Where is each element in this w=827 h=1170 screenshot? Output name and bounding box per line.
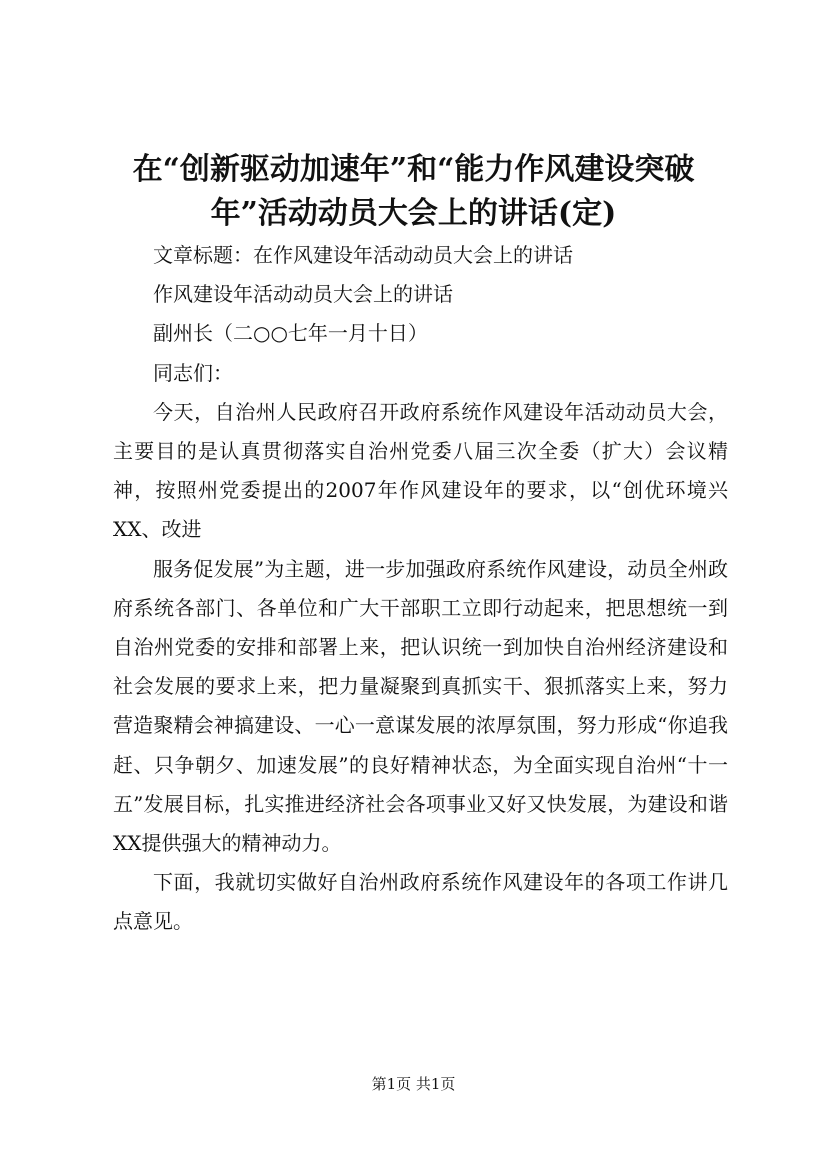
body-paragraph: 今天，自治州人民政府召开政府系统作风建设年活动动员大会，主要目的是认真贯彻落实自治州党委八届三次全委（扩大）会议精神，按照州党委提出的2007年作风建设年的要求，以“创优环境兴XX、改进 xyxy=(113,399,728,542)
document-title xyxy=(60,148,767,236)
document-body xyxy=(113,236,728,942)
page-footer: 第1页 共1页 xyxy=(371,1075,456,1093)
title-line-2: 年”活动动员大会上的讲话(定) xyxy=(210,196,617,231)
speaker-line: 副州长（二○○七年一月十日） xyxy=(153,321,428,346)
salutation: 同志们： xyxy=(153,360,233,385)
body-paragraph: 下面，我就切实做好自治州政府系统作风建设年的各项工作讲几点意见。 xyxy=(113,870,728,934)
article-heading-line: 文章标题：在作风建设年活动动员大会上的讲话 xyxy=(153,243,573,267)
body-paragraph: 服务促发展”为主题，进一步加强政府系统作风建设，动员全州政府系统各部门、各单位和广大干部职工立即行动起来，把思想统一到自治州党委的安排和部署上来，把认识统一到加快自治州经济建设和社会发展的要求上来，把力量凝聚到真抓实干、狠抓落实上来，努力营造聚精会神搞建设、一心一意谋发展的浓厚氛围，努力形成“你追我赶、只争朝夕、加速发展”的良好精神状态，为全面实现自治州“十一五”发展目标，扎实推进经济社会各项事业又好又快发展，为建设和谐XX提供强大的精神动力。 xyxy=(113,556,728,856)
speech-title-line: 作风建设年活动动员大会上的讲话 xyxy=(153,282,453,307)
title-line-1: 在“创新驱动加速年”和“能力作风建设突破 xyxy=(132,152,695,187)
